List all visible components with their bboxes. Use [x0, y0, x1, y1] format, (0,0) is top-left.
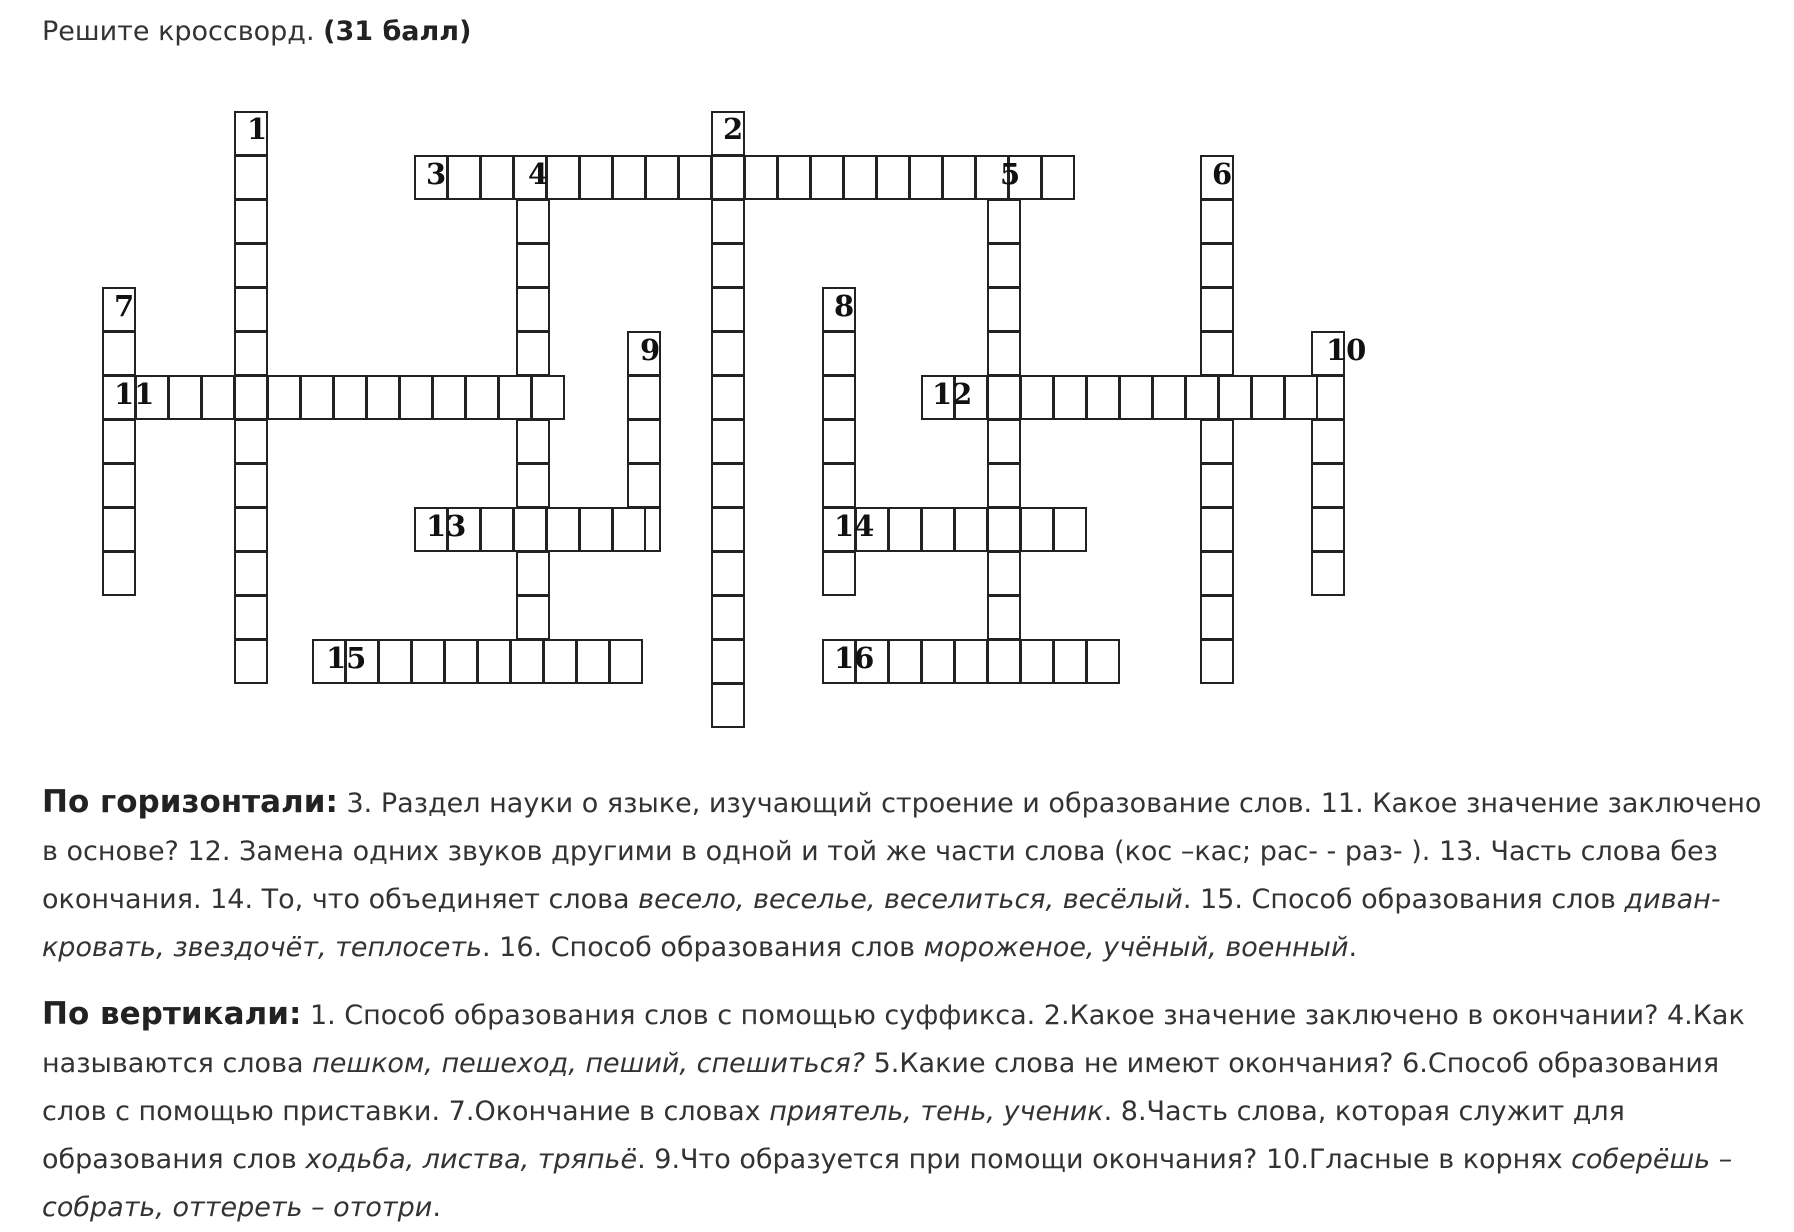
crossword-cell[interactable]: [1119, 375, 1153, 420]
clue-number-10: 10: [1326, 333, 1367, 367]
crossword-cell[interactable]: [480, 507, 514, 552]
clue-number: 12.: [187, 836, 231, 867]
clue-number: 16.: [499, 932, 543, 963]
crossword-cell[interactable]: [516, 463, 550, 508]
crossword-cell[interactable]: [1020, 507, 1054, 552]
clue-text: То, что объединяет слова: [253, 884, 639, 915]
crossword-cell[interactable]: [987, 375, 1021, 420]
crossword-cell[interactable]: [987, 331, 1021, 376]
crossword-cell[interactable]: [678, 155, 712, 200]
crossword-cell[interactable]: [822, 419, 856, 464]
crossword-cell[interactable]: [987, 595, 1021, 640]
across-clue: [491, 932, 1358, 963]
down-clue: [440, 1096, 1112, 1127]
crossword-cell[interactable]: [444, 639, 478, 684]
crossword-cell[interactable]: [921, 639, 955, 684]
down-clue-list: [42, 1000, 1745, 1223]
clue-number: 1.: [309, 1000, 336, 1031]
clue-number-16: 16: [834, 641, 875, 675]
crossword-cell[interactable]: [822, 375, 856, 420]
clue-number: 5.: [873, 1048, 900, 1079]
crossword-cell[interactable]: [711, 155, 745, 200]
crossword-cell[interactable]: [267, 375, 301, 420]
crossword-cell[interactable]: [516, 331, 550, 376]
crossword-cell[interactable]: [888, 639, 922, 684]
crossword-cell[interactable]: [942, 155, 976, 200]
crossword-cell[interactable]: [234, 155, 268, 200]
clue-number: 8.: [1120, 1096, 1147, 1127]
crossword-cell[interactable]: [465, 375, 499, 420]
crossword-cell[interactable]: [627, 463, 661, 508]
clue-number: 2.: [1043, 1000, 1070, 1031]
crossword-cell[interactable]: [1086, 375, 1120, 420]
clue-example-words: соберёшь – собрать, оттереть – ототри: [42, 1144, 1733, 1223]
crossword-cell[interactable]: [888, 507, 922, 552]
crossword-cell[interactable]: [711, 639, 745, 684]
clue-number-7: 7: [114, 289, 135, 323]
crossword-cell[interactable]: [1200, 507, 1234, 552]
clue-number-13: 13: [426, 509, 467, 543]
crossword-cell[interactable]: [234, 507, 268, 552]
crossword-cell[interactable]: [234, 287, 268, 332]
crossword-cell[interactable]: [987, 463, 1021, 508]
clue-number-6: 6: [1212, 157, 1233, 191]
crossword-cell[interactable]: [234, 595, 268, 640]
crossword-cell[interactable]: [234, 419, 268, 464]
crossword-cell[interactable]: [1053, 507, 1087, 552]
clue-number-3: 3: [426, 157, 447, 191]
crossword-cell[interactable]: [1020, 639, 1054, 684]
crossword-cell[interactable]: [1200, 463, 1234, 508]
crossword-cell[interactable]: [546, 507, 580, 552]
clue-number-8: 8: [834, 289, 855, 323]
clue-example-words: весело, веселье, веселиться, весёлый: [638, 884, 1183, 915]
crossword-cell[interactable]: [1218, 375, 1252, 420]
crossword-cell[interactable]: [711, 199, 745, 244]
crossword-cell[interactable]: [498, 375, 532, 420]
crossword-cell[interactable]: [711, 507, 745, 552]
clue-text: Часть слова без окончания.: [42, 836, 1718, 915]
crossword-cell[interactable]: [378, 639, 412, 684]
clue-number-4: 4: [528, 157, 549, 191]
crossword-cell[interactable]: [1185, 375, 1219, 420]
clue-example-words: диван-кровать, звездочёт, теплосеть: [42, 884, 1721, 963]
crossword-cell[interactable]: [1311, 507, 1345, 552]
clue-tail: .: [1182, 884, 1192, 915]
crossword-cell[interactable]: [516, 595, 550, 640]
crossword-cell[interactable]: [333, 375, 367, 420]
down-clue: [310, 1000, 1035, 1031]
crossword-cell[interactable]: [1041, 155, 1075, 200]
crossword-cell[interactable]: [843, 155, 877, 200]
crossword-cell[interactable]: [234, 551, 268, 596]
crossword-cell[interactable]: [1200, 331, 1234, 376]
crossword-cell[interactable]: [1311, 551, 1345, 596]
clue-text: Раздел науки о языке, изучающий строение и образование слов.: [372, 788, 1313, 819]
clue-number: 4.: [1667, 1000, 1693, 1031]
clue-text: Гласные в корнях: [1308, 1144, 1572, 1175]
clue-number-12: 12: [932, 377, 973, 411]
crossword-cell[interactable]: [1311, 463, 1345, 508]
clue-tail: .: [1103, 1096, 1113, 1127]
crossword-cell[interactable]: [1200, 639, 1234, 684]
crossword-cell[interactable]: [987, 287, 1021, 332]
crossword-cell[interactable]: [300, 375, 334, 420]
crossword-cell[interactable]: [1311, 419, 1345, 464]
crossword-cell[interactable]: [1251, 375, 1285, 420]
clue-tail: .: [1348, 932, 1358, 963]
clue-tail: .: [481, 932, 491, 963]
clue-text: Часть слова, которая служит для образования слов: [42, 1096, 1625, 1175]
crossword-cell[interactable]: [447, 155, 481, 200]
crossword-cell[interactable]: [516, 287, 550, 332]
crossword-cell[interactable]: [744, 155, 778, 200]
crossword-cell[interactable]: [711, 419, 745, 464]
clue-number-2: 2: [723, 112, 744, 146]
crossword-cell[interactable]: [579, 507, 613, 552]
clue-number: 3.: [346, 788, 373, 819]
crossword-cell[interactable]: [822, 331, 856, 376]
clue-number-15: 15: [326, 641, 367, 675]
crossword-cell[interactable]: [1200, 287, 1234, 332]
crossword-cell[interactable]: [366, 375, 400, 420]
down-clue: [865, 1048, 1393, 1079]
clue-number: 11.: [1320, 788, 1364, 819]
task-title: [42, 12, 471, 52]
crossword-cell[interactable]: [711, 375, 745, 420]
clue-number: 7.: [448, 1096, 475, 1127]
instruction-text: Решите кроссворд.: [42, 16, 315, 47]
crossword-cell[interactable]: [987, 507, 1021, 552]
crossword-cell[interactable]: [1152, 375, 1186, 420]
crossword-cell[interactable]: [201, 375, 235, 420]
crossword-cell[interactable]: [987, 551, 1021, 596]
down-clues: [42, 990, 1772, 1232]
crossword-cell[interactable]: [102, 551, 136, 596]
crossword-cell[interactable]: [612, 507, 646, 552]
crossword-cell[interactable]: [516, 199, 550, 244]
clue-number-5: 5: [1000, 157, 1021, 191]
down-clue: [1035, 1000, 1658, 1031]
crossword-cell[interactable]: [102, 507, 136, 552]
crossword-cell[interactable]: [102, 463, 136, 508]
crossword-cell[interactable]: [609, 639, 643, 684]
crossword-cell[interactable]: [822, 463, 856, 508]
crossword-cell[interactable]: [1284, 375, 1318, 420]
points-text: (31 балл): [323, 16, 472, 47]
clue-tail: .: [432, 1192, 441, 1223]
crossword-cell[interactable]: [1086, 639, 1120, 684]
clue-number: 6.: [1402, 1048, 1428, 1079]
clue-number-9: 9: [640, 333, 661, 367]
clue-example-words: мороженое, учёный, военный: [923, 932, 1349, 963]
crossword-cell[interactable]: [987, 243, 1021, 288]
crossword-cell[interactable]: [432, 375, 466, 420]
crossword-cell[interactable]: [645, 155, 679, 200]
clue-example-words: приятель, тень, ученик: [769, 1096, 1104, 1127]
crossword-cell[interactable]: [543, 639, 577, 684]
clue-number: 15.: [1200, 884, 1243, 915]
crossword-cell[interactable]: [612, 155, 646, 200]
down-clue: [646, 1144, 1258, 1175]
crossword-cell[interactable]: [516, 419, 550, 464]
crossword-cell[interactable]: [546, 155, 580, 200]
clue-number-11: 11: [114, 377, 155, 411]
crossword-cell[interactable]: [1053, 375, 1087, 420]
crossword-cell[interactable]: [954, 639, 988, 684]
crossword-cell[interactable]: [234, 243, 268, 288]
crossword-cell[interactable]: [1020, 375, 1054, 420]
clue-number: 14.: [210, 884, 254, 915]
crossword-cell[interactable]: [711, 331, 745, 376]
clue-text: Способ образования слов с помощью суффикса.: [335, 1000, 1036, 1031]
crossword-cell[interactable]: [1200, 419, 1234, 464]
clue-text: Какие слова не имеют окончания?: [899, 1048, 1394, 1079]
crossword-cell[interactable]: [810, 155, 844, 200]
crossword-cell[interactable]: [627, 375, 661, 420]
across-clue: [179, 836, 1430, 867]
clue-text: Окончание в словах: [474, 1096, 770, 1127]
crossword-cell[interactable]: [516, 551, 550, 596]
crossword-cell[interactable]: [711, 287, 745, 332]
clue-number-1: 1: [247, 112, 268, 146]
crossword-cell[interactable]: [531, 375, 565, 420]
clue-text: Какое значение заключено в окончании?: [1069, 1000, 1659, 1031]
crossword-cell[interactable]: [822, 551, 856, 596]
crossword-cell[interactable]: [168, 375, 202, 420]
crossword-cell[interactable]: [510, 639, 544, 684]
crossword-cell[interactable]: [711, 595, 745, 640]
clue-text: Как называются слова: [42, 1000, 1745, 1079]
clue-number: 10.: [1265, 1144, 1309, 1175]
crossword-cell[interactable]: [711, 243, 745, 288]
crossword-cell[interactable]: [777, 155, 811, 200]
crossword-cell[interactable]: [576, 639, 610, 684]
across-clue: [202, 884, 1192, 915]
crossword-cell[interactable]: [987, 419, 1021, 464]
crossword-cell[interactable]: [921, 507, 955, 552]
crossword-cell[interactable]: [711, 551, 745, 596]
crossword-cell[interactable]: [1200, 199, 1234, 244]
across-heading: По горизонтали:: [42, 784, 338, 820]
clue-number: 9.: [654, 1144, 681, 1175]
crossword-cell[interactable]: [1200, 595, 1234, 640]
crossword-cell[interactable]: [411, 639, 445, 684]
crossword-cell[interactable]: [477, 639, 511, 684]
crossword-cell[interactable]: [102, 419, 136, 464]
crossword-cell[interactable]: [1200, 243, 1234, 288]
down-heading: По вертикали:: [42, 996, 302, 1032]
crossword-cell[interactable]: [909, 155, 943, 200]
crossword-cell[interactable]: [513, 507, 547, 552]
clue-text: Способ образования слов: [1242, 884, 1625, 915]
crossword-cell[interactable]: [1200, 551, 1234, 596]
crossword-cell[interactable]: [987, 639, 1021, 684]
across-clue: [346, 788, 1312, 819]
crossword-cell[interactable]: [480, 155, 514, 200]
crossword-cell[interactable]: [516, 243, 550, 288]
clue-tail: .: [637, 1144, 646, 1175]
crossword-cell[interactable]: [711, 683, 745, 728]
clue-number: 13.: [1438, 836, 1482, 867]
clue-number-14: 14: [834, 509, 875, 543]
crossword-cell[interactable]: [234, 463, 268, 508]
clue-example-words: пешком, пешеход, пеший, спешиться?: [312, 1048, 866, 1079]
crossword-cell[interactable]: [627, 419, 661, 464]
clue-text: Замена одних звуков другими в одной и той же части слова (кос –кас; рас- - раз- ).: [230, 836, 1431, 867]
crossword-cell[interactable]: [876, 155, 910, 200]
crossword-cell[interactable]: [579, 155, 613, 200]
crossword-cell[interactable]: [954, 507, 988, 552]
across-clues: [42, 778, 1772, 972]
crossword-cell[interactable]: [234, 331, 268, 376]
crossword-cell[interactable]: [234, 199, 268, 244]
clue-text: Способ образования слов: [542, 932, 924, 963]
crossword-cell[interactable]: [1053, 639, 1087, 684]
clue-text: Способ образования слов с помощью приставки.: [42, 1048, 1720, 1127]
crossword-cell[interactable]: [102, 331, 136, 376]
clue-text: Что образуется при помощи окончания?: [680, 1144, 1258, 1175]
crossword-cell[interactable]: [234, 639, 268, 684]
crossword-cell[interactable]: [711, 463, 745, 508]
crossword-cell[interactable]: [987, 199, 1021, 244]
clue-example-words: ходьба, листва, тряпьё: [305, 1144, 638, 1175]
crossword-cell[interactable]: [399, 375, 433, 420]
crossword-cell[interactable]: [234, 375, 268, 420]
clue-text: Какое значение заключено в основе?: [42, 788, 1762, 867]
